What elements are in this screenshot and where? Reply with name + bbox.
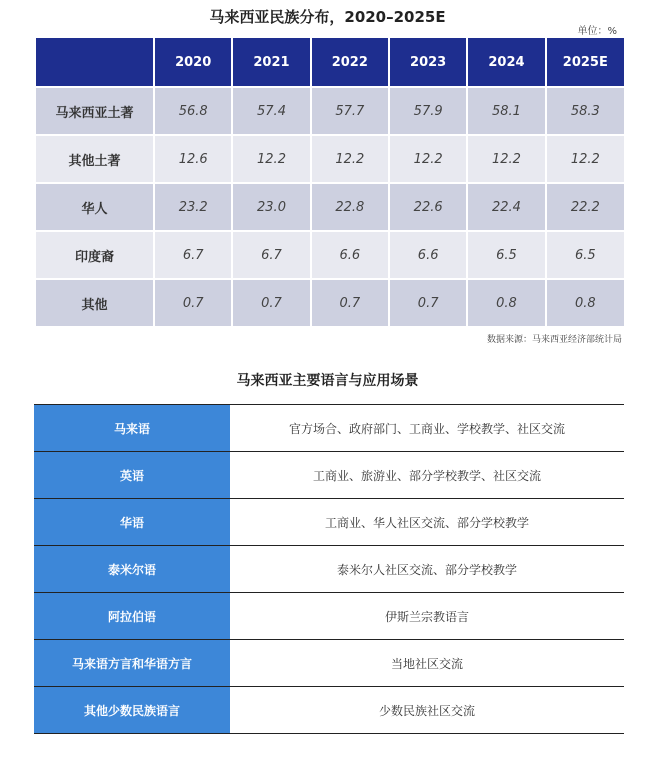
table-row — [34, 405, 624, 452]
row-label: 马来西亚土著 — [36, 87, 154, 135]
table-cell: 6.6 — [311, 231, 389, 279]
table-cell: 23.0 — [232, 183, 310, 231]
table-row — [36, 279, 624, 326]
table-row — [34, 546, 624, 593]
table-row — [34, 452, 624, 499]
table-cell: 6.7 — [232, 231, 310, 279]
table-cell: 12.2 — [546, 135, 624, 183]
language-name: 泰米尔语 — [34, 546, 230, 593]
language-scenario: 伊斯兰宗教语言 — [230, 593, 624, 640]
table-cell: 57.7 — [311, 87, 389, 135]
table-cell: 23.2 — [154, 183, 232, 231]
language-scenario: 少数民族社区交流 — [230, 687, 624, 734]
language-scenario: 工商业、华人社区交流、部分学校教学 — [230, 499, 624, 546]
ethnic-distribution-table — [36, 38, 624, 326]
table-cell: 0.7 — [154, 279, 232, 326]
language-name: 马来语 — [34, 405, 230, 452]
table-cell: 12.2 — [311, 135, 389, 183]
table-cell: 0.7 — [311, 279, 389, 326]
table-cell: 22.4 — [467, 183, 545, 231]
language-name: 马来语方言和华语方言 — [34, 640, 230, 687]
table-row — [36, 231, 624, 279]
language-scenario: 泰米尔人社区交流、部分学校教学 — [230, 546, 624, 593]
table-cell: 0.7 — [232, 279, 310, 326]
ethnic-table-header-row — [36, 38, 624, 87]
column-header: 2025E — [546, 38, 624, 87]
table-row — [36, 183, 624, 231]
table-cell: 22.2 — [546, 183, 624, 231]
unit-label: 单位：% — [577, 26, 617, 37]
row-label: 其他 — [36, 279, 154, 326]
language-name: 英语 — [34, 452, 230, 499]
table-row — [36, 87, 624, 135]
table-row — [34, 640, 624, 687]
table-cell: 58.1 — [467, 87, 545, 135]
language-name: 其他少数民族语言 — [34, 687, 230, 734]
ethnic-table-title: 马来西亚民族分布，2020–2025E — [209, 8, 446, 26]
row-label: 华人 — [36, 183, 154, 231]
header-corner — [36, 38, 154, 87]
table-cell: 22.8 — [311, 183, 389, 231]
language-scenario: 工商业、旅游业、部分学校教学、社区交流 — [230, 452, 624, 499]
language-scenario: 当地社区交流 — [230, 640, 624, 687]
table-cell: 57.4 — [232, 87, 310, 135]
table-cell: 6.5 — [546, 231, 624, 279]
row-label: 印度裔 — [36, 231, 154, 279]
table-cell: 12.2 — [467, 135, 545, 183]
table-row — [34, 687, 624, 734]
table-cell: 57.9 — [389, 87, 467, 135]
column-header: 2023 — [389, 38, 467, 87]
table-cell: 6.7 — [154, 231, 232, 279]
table-cell: 12.6 — [154, 135, 232, 183]
table-cell: 22.6 — [389, 183, 467, 231]
table-row — [36, 135, 624, 183]
table-cell: 0.8 — [467, 279, 545, 326]
data-source-note: 数据来源：马来西亚经济部统计局 — [486, 335, 622, 345]
table-cell: 58.3 — [546, 87, 624, 135]
column-header: 2022 — [311, 38, 389, 87]
table-row — [34, 499, 624, 546]
table-cell: 12.2 — [232, 135, 310, 183]
table-cell: 6.5 — [467, 231, 545, 279]
table-cell: 56.8 — [154, 87, 232, 135]
table-cell: 0.7 — [389, 279, 467, 326]
column-header: 2021 — [232, 38, 310, 87]
table-row — [34, 593, 624, 640]
language-name: 华语 — [34, 499, 230, 546]
language-name: 阿拉伯语 — [34, 593, 230, 640]
language-table-title: 马来西亚主要语言与应用场景 — [236, 373, 419, 389]
column-header: 2024 — [467, 38, 545, 87]
table-cell: 6.6 — [389, 231, 467, 279]
language-table — [34, 404, 624, 734]
row-label: 其他土著 — [36, 135, 154, 183]
column-header: 2020 — [154, 38, 232, 87]
language-scenario: 官方场合、政府部门、工商业、学校教学、社区交流 — [230, 405, 624, 452]
table-cell: 12.2 — [389, 135, 467, 183]
table-cell: 0.8 — [546, 279, 624, 326]
